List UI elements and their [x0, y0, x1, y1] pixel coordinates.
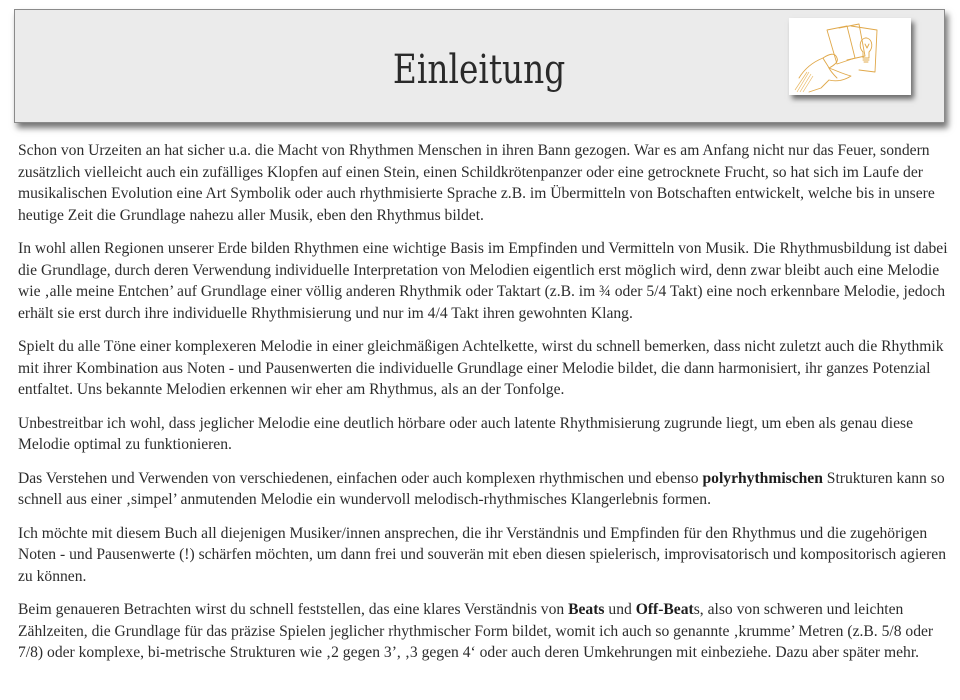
- paragraph-2: In wohl allen Regionen unserer Erde bilden Rhythmen eine wichtige Basis im Empfinden und Vermitteln von Musik. Die Rhythmusbildung ist dabei die Grundlage, durch deren Verwendung individuelle Interpretation von Melodien eigentlich erst möglich wird, denn zwar bleibt auch eine Melodie wie ‚alle meine Entchen’ auf Grundlage einer völlig anderen Rhythmik oder Taktart (z.B. im ¾ oder 5/4 Takt) eine noch erkennbare Melodie, jedoch erhält sie erst durch ihre individuelle Rhythmisierung und nur im 4/4 Takt ihren gewohnten Klang.: [18, 240, 948, 322]
- paragraph-3: Spielt du alle Töne einer komplexeren Melodie in einer gleichmäßigen Achtelkette, wirst du schnell bemerken, dass nicht zuletzt auch die Rhythmik mit ihrer Kombination aus Noten - und Pausenwerten die individuelle Grundlage einer Melodie bildet, die dann harmonisiert, ihr ganzes Potenzial entfaltet. Uns bekannte Melodien erkennen wir eher am Rhythmus, als an der Tonfolge.: [18, 338, 944, 398]
- paragraph-1: Schon von Urzeiten an hat sicher u.a. die Macht von Rhythmen Menschen in ihren Bann gezogen. War es am Anfang nicht nur das Feuer, sondern zusätzlich vielleicht auch ein zufälliges Klopfen auf einen Stein, einen Schildkrötenpanzer oder eine getrocknete Frucht, so hat sich im Laufe der musikalischen Evolution eine Art Symbolik oder auch rhythmisierte Sprache z.B. im Übermitteln von Botschaften entwickelt, welche bis in unsere heutige Zeit die Grundlage nahezu aller Musik, eben den Rhythmus bildet.: [18, 142, 935, 224]
- paragraph-7-text-end: s, also von schweren und leichten Zählzeiten, die Grundlage für das präzise Spielen jeglicher rhythmischer Form bildet, womit ich auch so genannte ‚krumme’ Metren (z.B. 5/8 oder 7/8) oder komplexe, bi-metrische Strukturen wie ‚2 gegen 3’, ‚3 gegen 4‘ oder auch deren Umkehrungen mit einbeziehe. Dazu aber später mehr.: [18, 601, 934, 661]
- paragraph-7-connector: und: [604, 601, 636, 618]
- bold-term-off-beat: Off-Beat: [635, 601, 694, 618]
- bold-term-beats: Beats: [568, 601, 605, 618]
- chapter-illustration: [789, 18, 911, 95]
- paragraph-5: [18, 468, 953, 511]
- paragraph-7: [18, 599, 953, 664]
- page-title-text: Einleitung: [393, 47, 566, 93]
- bold-term-polyrhythmischen: polyrhythmischen: [702, 469, 823, 487]
- paragraph-6: Ich möchte mit diesem Buch all diejenigen Musiker/innen ansprechen, die ihr Verständnis und Empfinden für den Rhythmus und die zugehörigen Noten - und Pausenwerte (!) schärfen möchten, um dann frei und souverän mit eben diesen spielerisch, improvisatorisch und kompositorisch agieren zu können.: [18, 524, 947, 585]
- chapter-body: [18, 140, 953, 676]
- paragraph-7-text: Beim genaueren Betrachten wirst du schnell feststellen, das eine klares Verständnis von: [18, 601, 569, 618]
- paragraph-5-text-end: Strukturen kann so schnell aus einer ‚simpel’ anmutenden Melodie ein wundervoll melodisch-rhythmisches Klangerlebnis formen.: [18, 469, 945, 508]
- paragraph-5-text: Das Verstehen und Verwenden von verschiedenen, einfachen oder auch komplexen rhythmischen und ebenso: [18, 469, 703, 487]
- paragraph-4: Unbestreitbar ich wohl, dass jeglicher Melodie eine deutlich hörbare oder auch latente Rhythmisierung zugrunde liegt, um eben als genau diese Melodie optimal zu funktionieren.: [18, 414, 914, 453]
- hand-cards-lightbulb-icon: [789, 18, 911, 95]
